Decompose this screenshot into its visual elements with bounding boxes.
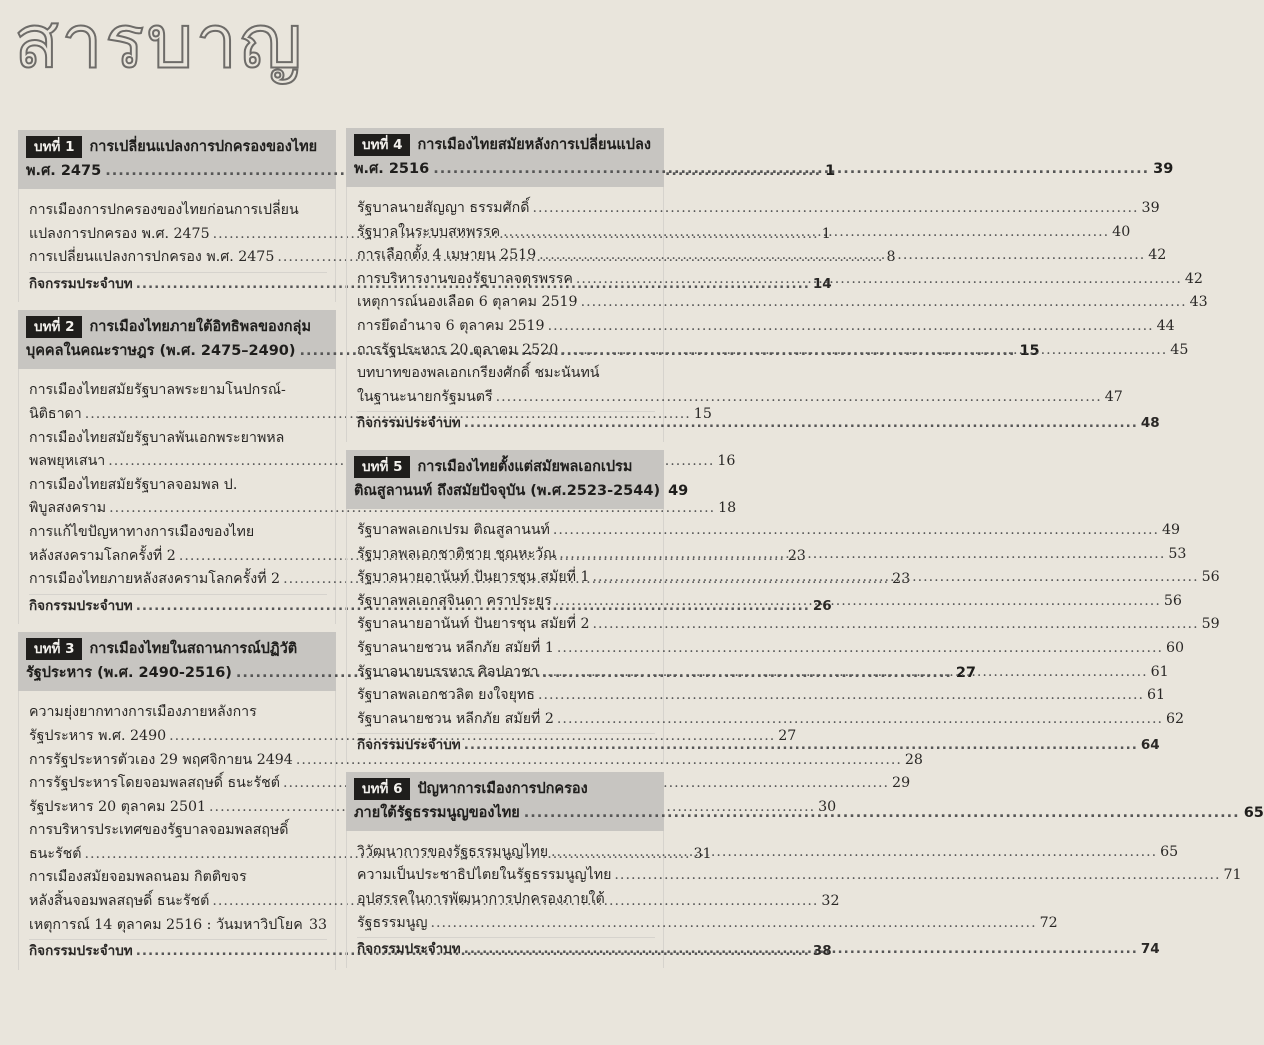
chapter-title-line bbox=[26, 637, 328, 661]
entry-title: เหตุการณ์นองเลือด 6 ตุลาคม 2519 bbox=[357, 294, 578, 311]
entry-title: กิจกรรมประจำบท bbox=[29, 275, 133, 292]
entry-row bbox=[357, 244, 1167, 268]
dot-leader bbox=[464, 412, 1138, 436]
entry-title: วิวัฒนาการของรัฐธรรมนูญไทย bbox=[357, 843, 549, 860]
page-number: 29 bbox=[892, 775, 911, 792]
page-number: 44 bbox=[1156, 317, 1175, 334]
entry-row bbox=[357, 912, 1058, 936]
entry-title: รัฐบาลนายสัญญา ธรรมศักดิ์ bbox=[357, 200, 530, 216]
page-number: 27 bbox=[778, 727, 797, 744]
page-number: 40 bbox=[1112, 223, 1131, 240]
page-number: 53 bbox=[1168, 545, 1187, 562]
chapter-title: การเมืองไทยภายใต้อิทธิพลของกลุ่ม bbox=[89, 319, 312, 336]
page-number: 45 bbox=[1170, 341, 1189, 358]
page-number: 61 bbox=[1150, 663, 1169, 680]
entry-title: การเมืองสมัยจอมพลถนอม กิตติขจร bbox=[29, 869, 247, 886]
page-number: 32 bbox=[821, 893, 840, 910]
entry-title: รัฐบาลนายอานันท์ ปันยารชุน สมัยที่ 1 bbox=[357, 569, 590, 586]
chapter-title: การเมืองไทยสมัยหลังการเปลี่ยนแปลง bbox=[417, 137, 651, 153]
dot-leader bbox=[559, 543, 1165, 567]
page-number: 59 bbox=[1201, 616, 1220, 633]
page-number: 71 bbox=[1223, 867, 1242, 884]
page-number: 1 bbox=[821, 225, 831, 242]
entry-title: รัฐบาลพลเอกสุจินดา คราประยูร bbox=[357, 592, 552, 609]
entry-title: การรัฐประหาร 20 ตุลาคม 2520 bbox=[357, 341, 559, 358]
chapter-page-number: 27 bbox=[955, 665, 977, 682]
toc-entry bbox=[357, 637, 1185, 661]
chapter-header bbox=[346, 128, 1174, 187]
page-number: 23 bbox=[892, 571, 911, 588]
entry-title: บทบาทของพลเอกเกรียงศักดิ์ ชมะนันทน์ bbox=[357, 365, 600, 382]
entry-row bbox=[357, 708, 1185, 732]
chapter-header bbox=[346, 450, 689, 509]
entry-title: รัฐบาลพลเอกชาติชาย ชุณหะวัณ bbox=[357, 545, 557, 562]
page-number: 23 bbox=[787, 547, 806, 564]
dot-leader bbox=[581, 291, 1187, 315]
page-number: 14 bbox=[812, 275, 832, 292]
chapter-badge: บทที่ 1 bbox=[26, 136, 82, 158]
dot-leader bbox=[561, 339, 1167, 363]
entry-title: รัฐประหาร 20 ตุลาคม 2501 bbox=[29, 798, 207, 815]
page-number: 30 bbox=[818, 798, 837, 815]
entry-title: รัฐบาลในระบบสหพรรค bbox=[357, 223, 501, 240]
chapter-title-line bbox=[26, 315, 328, 339]
page-number: 74 bbox=[1140, 941, 1160, 958]
page-number: 48 bbox=[1140, 415, 1160, 432]
toc-entry bbox=[29, 914, 327, 938]
chapter-title-line bbox=[354, 455, 656, 479]
entry-title: การบริหารประเทศของรัฐบาลจอมพลสฤษดิ์ bbox=[29, 822, 289, 839]
entry-title: เหตุการณ์ 14 ตุลาคม 2516 : วันมหาวิปโยค bbox=[29, 916, 303, 933]
dot-leader bbox=[503, 221, 1109, 245]
entry-title: รัฐบาลพลเอกเปรม ติณสูลานนท์ bbox=[357, 521, 550, 538]
dot-leader bbox=[542, 661, 1148, 685]
chapter-title-line bbox=[26, 135, 328, 159]
entry-row bbox=[357, 197, 1160, 221]
chapter-title: บุคคลในคณะราษฎร (พ.ศ. 2475–2490) bbox=[26, 343, 296, 360]
page-number: 38 bbox=[812, 943, 832, 960]
dot-leader bbox=[593, 613, 1199, 637]
chapter-title: รัฐประหาร (พ.ศ. 2490-2516) bbox=[26, 665, 232, 682]
page-number: 18 bbox=[718, 500, 737, 517]
dot-leader bbox=[593, 566, 1199, 590]
chapter-title: พ.ศ. 2516 bbox=[354, 161, 430, 177]
page-number: 65 bbox=[1160, 843, 1179, 860]
chapter-title: การเมืองไทยในสถานการณ์ปฏิวัติ bbox=[89, 641, 298, 658]
chapter-badge: บทที่ 4 bbox=[354, 134, 410, 156]
entry-title: อุปสรรคในการพัฒนาการปกครองภายใต้ bbox=[357, 891, 605, 908]
page-number: 60 bbox=[1166, 639, 1185, 656]
dot-leader bbox=[555, 590, 1161, 614]
entry-title: ความยุ่งยากทางการเมืองภายหลังการ bbox=[29, 704, 257, 721]
dot-leader bbox=[433, 157, 1149, 181]
chapter-badge: บทที่ 2 bbox=[26, 316, 82, 338]
dot-leader bbox=[496, 386, 1102, 410]
page-number: 16 bbox=[717, 453, 736, 470]
entry-row bbox=[29, 497, 737, 521]
entry-title: การบริหารงานของรัฐบาลจตุรพรรค bbox=[357, 270, 573, 287]
toc-entry bbox=[357, 315, 1175, 339]
dot-leader bbox=[524, 801, 1240, 825]
chapter-page-number: 1 bbox=[825, 163, 836, 179]
entry-row bbox=[357, 519, 1181, 543]
chapter-title-line bbox=[354, 777, 656, 801]
entry-title: รัฐบาลนายชวน หลีกภัย สมัยที่ 1 bbox=[357, 639, 554, 656]
chapter-title: พ.ศ. 2475 bbox=[26, 163, 102, 179]
entry-title: รัฐบาลนายบรรหาร ศิลปอาชา bbox=[357, 663, 539, 680]
entry-title: กิจกรรมประจำบท bbox=[29, 943, 133, 960]
entry-title: หลังสิ้นจอมพลสฤษดิ์ ธนะรัชต์ bbox=[29, 893, 210, 910]
page-number: 26 bbox=[812, 597, 832, 614]
toc-entry bbox=[357, 708, 1185, 732]
chapter-title-line bbox=[354, 479, 689, 503]
dot-leader bbox=[464, 938, 1138, 962]
entry-row bbox=[357, 386, 1123, 410]
page-number: 49 bbox=[1161, 521, 1181, 538]
toc-entry bbox=[357, 684, 1166, 708]
page-number: 31 bbox=[693, 845, 712, 862]
dot-leader bbox=[431, 912, 1037, 936]
entry-title: การเลือกตั้ง 4 เมษายน 2519 bbox=[357, 247, 537, 264]
chapter-page-number: 39 bbox=[1153, 161, 1174, 177]
toc-entry bbox=[357, 613, 1220, 637]
chapter-title-line bbox=[354, 133, 656, 157]
page-number: 47 bbox=[1104, 388, 1123, 405]
entry-title: การเปลี่ยนแปลงการปกครอง พ.ศ. 2475 bbox=[29, 249, 275, 266]
toc-entry bbox=[357, 362, 1123, 409]
chapter-badge: บทที่ 3 bbox=[26, 638, 82, 660]
page-number: 62 bbox=[1166, 710, 1185, 727]
chapter-title: การเมืองไทยตั้งแต่สมัยพลเอกเปรม bbox=[417, 458, 633, 475]
entry-title: กิจกรรมประจำบท bbox=[357, 941, 461, 958]
entry-title: การรัฐประหารโดยจอมพลสฤษดิ์ ธนะรัชต์ bbox=[29, 775, 280, 792]
chapter-badge: บทที่ 5 bbox=[354, 456, 410, 478]
dot-leader bbox=[557, 637, 1163, 661]
page-number: 8 bbox=[886, 249, 896, 266]
page-number: 33 bbox=[308, 916, 327, 933]
entry-title: รัฐบาลนายอานันท์ ปันยารชุน สมัยที่ 2 bbox=[357, 616, 590, 633]
page-number: 56 bbox=[1163, 592, 1182, 609]
entry-title: การเมืองไทยสมัยรัฐบาลพันเอกพระยาพหล bbox=[29, 429, 285, 446]
entry-title: รัฐประหาร พ.ศ. 2490 bbox=[29, 727, 167, 744]
chapter-page-number: 15 bbox=[1019, 343, 1040, 360]
page-number: 56 bbox=[1201, 569, 1220, 586]
entry-row bbox=[357, 864, 1242, 888]
entry-title: ธนะรัชต์ bbox=[29, 845, 82, 862]
entry-title: กิจกรรมประจำบท bbox=[357, 737, 461, 754]
page-number: 42 bbox=[1184, 270, 1203, 287]
entry-row bbox=[357, 613, 1220, 637]
toc-entry bbox=[357, 519, 1181, 543]
entry-row bbox=[29, 940, 832, 964]
entry-row bbox=[357, 684, 1166, 708]
entry-title: รัฐบาลพลเอกชวลิต ยงใจยุทธ bbox=[357, 687, 535, 704]
entry-title: การยึดอำนาจ 6 ตุลาคม 2519 bbox=[357, 317, 545, 334]
chapter-title-line bbox=[354, 157, 1174, 181]
page-number: 61 bbox=[1147, 687, 1166, 704]
entry-row bbox=[29, 749, 923, 773]
chapter-title: การเปลี่ยนแปลงการปกครองของไทย bbox=[89, 139, 318, 155]
dot-leader bbox=[557, 708, 1163, 732]
entry-title: ในฐานะนายกรัฐมนตรี bbox=[357, 388, 493, 405]
entry-row bbox=[29, 914, 327, 938]
toc-entry bbox=[357, 864, 1242, 888]
page-number: 15 bbox=[693, 405, 712, 422]
toc-entry bbox=[357, 291, 1208, 315]
page-number: 42 bbox=[1148, 247, 1167, 264]
chapter-page-number: 49 bbox=[668, 482, 689, 499]
page-number: 64 bbox=[1140, 737, 1160, 754]
entry-title: การเมืองการปกครองของไทยก่อนการเปลี่ยน bbox=[29, 202, 299, 218]
entry-title: กิจกรรมประจำบท bbox=[29, 597, 133, 614]
entry-row bbox=[357, 637, 1185, 661]
dot-leader bbox=[532, 197, 1138, 221]
dot-leader bbox=[538, 684, 1144, 708]
entry-title: การเมืองไทยสมัยรัฐบาลจอมพล ป. bbox=[29, 476, 238, 493]
entry-title: กิจกรรมประจำบท bbox=[357, 415, 461, 432]
chapter-title: ติณสูลานนท์ ถึงสมัยปัจจุบัน (พ.ศ.2523-2544) bbox=[354, 482, 661, 499]
dot-leader bbox=[548, 315, 1154, 339]
toc-entry bbox=[357, 221, 1131, 245]
entry-title: การเมืองไทยภายหลังสงครามโลกครั้งที่ 2 bbox=[29, 571, 281, 588]
entry-title: นิติธาดา bbox=[29, 405, 82, 422]
entry-title: พลพยุหเสนา bbox=[29, 453, 106, 470]
entry-title: รัฐธรรมนูญ bbox=[357, 914, 428, 931]
dot-leader bbox=[614, 864, 1220, 888]
entry-title: หลังสงครามโลกครั้งที่ 2 bbox=[29, 547, 176, 564]
entry-title: ความเป็นประชาธิปไตยในรัฐธรรมนูญไทย bbox=[357, 867, 612, 884]
entry-row bbox=[357, 291, 1208, 315]
toc-entry bbox=[357, 197, 1160, 221]
entry-title: การเมืองไทยสมัยรัฐบาลพระยามโนปกรณ์- bbox=[29, 382, 286, 399]
entry-title: การแก้ไขปัญหาทางการเมืองของไทย bbox=[29, 523, 255, 540]
dot-leader bbox=[539, 244, 1145, 268]
toc-entry bbox=[29, 749, 923, 773]
page-number: 39 bbox=[1141, 200, 1160, 216]
dot-leader bbox=[551, 841, 1157, 865]
entry-title: แปลงการปกครอง พ.ศ. 2475 bbox=[29, 225, 210, 242]
entry-row bbox=[357, 315, 1175, 339]
page-number: 28 bbox=[904, 751, 923, 768]
entry-row bbox=[357, 221, 1131, 245]
toc-entry bbox=[357, 244, 1167, 268]
entry-title: รัฐบาลนายชวน หลีกภัย สมัยที่ 2 bbox=[357, 710, 554, 727]
page-number: 43 bbox=[1189, 294, 1208, 311]
dot-leader bbox=[553, 519, 1159, 543]
chapter-title: ภายใต้รัฐธรรมนูญของไทย bbox=[354, 804, 520, 821]
page-title: สารบาญ bbox=[14, 0, 305, 85]
entry-title: พิบูลสงคราม bbox=[29, 500, 107, 517]
page-number: 72 bbox=[1039, 914, 1058, 931]
activity-entry bbox=[29, 939, 832, 964]
chapter-title: ปัญหาการเมืองการปกครอง bbox=[417, 780, 588, 797]
chapter-badge: บทที่ 6 bbox=[354, 778, 410, 800]
entry-title: การรัฐประหารตัวเอง 29 พฤศจิกายน 2494 bbox=[29, 751, 293, 768]
dot-leader bbox=[464, 734, 1138, 758]
dot-leader bbox=[576, 268, 1182, 292]
chapter-page-number: 65 bbox=[1243, 804, 1264, 821]
